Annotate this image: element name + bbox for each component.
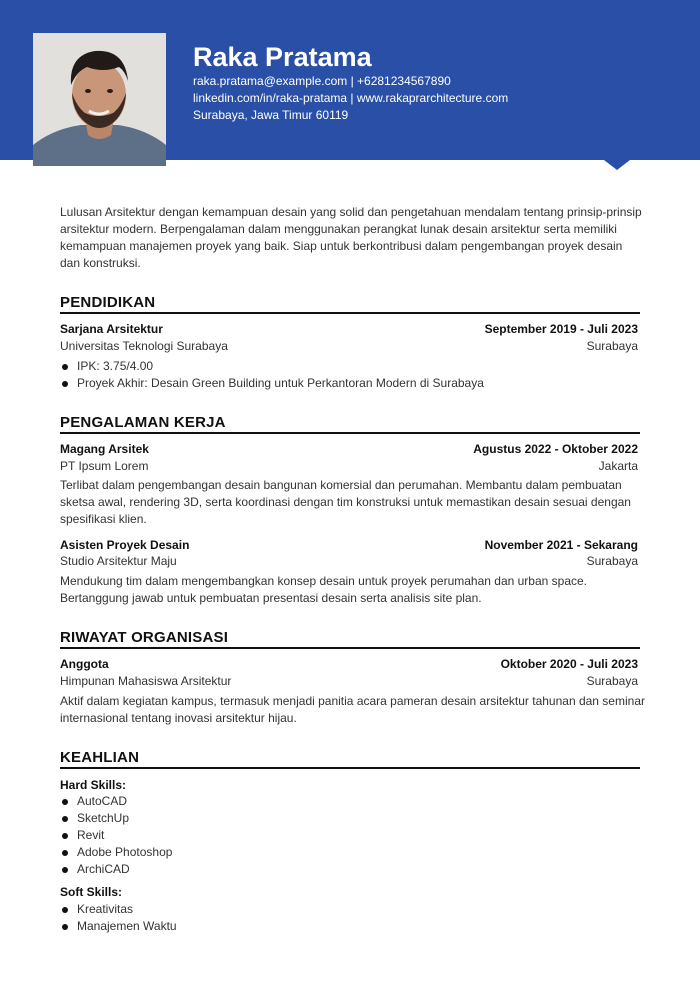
list-item bbox=[62, 844, 172, 861]
section-title-organization: RIWAYAT ORGANISASI bbox=[60, 629, 229, 646]
organization-description: Aktif dalam kegiatan kampus, termasuk menjadi panitia acara pameran desain arsitektur tahunan dan seminar internasional tentang inovasi arsitektur hijau. bbox=[60, 694, 645, 725]
list-item bbox=[62, 861, 172, 878]
candidate-name: Raka Pratama bbox=[193, 42, 372, 72]
contact-links: linkedin.com/in/raka-pratama | www.rakaprarchitecture.com bbox=[193, 91, 509, 105]
skill-name: Adobe Photoshop bbox=[77, 845, 173, 859]
job-description: Terlibat dalam pengembangan desain bangunan komersial dan perumahan. Membantu dalam pembuatan sketsa awal, rendering 3D, serta koordinasi dengan tim konstruksi untuk memastikan desain sesuai dengan spesifikasi klien. bbox=[60, 478, 631, 526]
contact-location: Surabaya, Jawa Timur 60119 bbox=[193, 108, 349, 122]
education-header-row bbox=[60, 322, 638, 336]
education-dates: September 2019 - Juli 2023 bbox=[484, 322, 638, 336]
bullet-icon bbox=[62, 907, 68, 913]
bullet-icon bbox=[62, 364, 68, 370]
education-school-row bbox=[60, 339, 638, 353]
job-city: Surabaya bbox=[586, 554, 638, 568]
hard-skills-label: Hard Skills: bbox=[60, 778, 127, 792]
bullet-icon bbox=[62, 816, 68, 822]
organization-name-row bbox=[60, 674, 638, 688]
list-item bbox=[62, 901, 177, 918]
section-title-experience: PENGALAMAN KERJA bbox=[60, 414, 226, 431]
list-item-text: IPK: 3.75/4.00 bbox=[77, 359, 154, 373]
bullet-icon bbox=[62, 381, 68, 387]
header-pointer-decoration bbox=[604, 160, 630, 170]
soft-skills-label: Soft Skills: bbox=[60, 885, 123, 899]
skill-name: ArchiCAD bbox=[77, 862, 130, 876]
job-company-row bbox=[60, 459, 638, 473]
section-divider bbox=[60, 767, 640, 769]
job-description: Mendukung tim dalam mengembangkan konsep desain untuk proyek perumahan dan urban space. Bertanggung jawab untuk pembuatan presentasi desain serta analisis site plan. bbox=[60, 574, 588, 605]
skill-name: AutoCAD bbox=[77, 794, 128, 808]
job-company: PT Ipsum Lorem bbox=[60, 459, 149, 473]
organization-role: Anggota bbox=[60, 657, 109, 671]
job-header-row bbox=[60, 442, 638, 456]
bullet-icon bbox=[62, 850, 68, 856]
bullet-icon bbox=[62, 833, 68, 839]
header-corner-decoration bbox=[0, 33, 34, 61]
organization-header-row bbox=[60, 657, 638, 671]
section-title-education: PENDIDIKAN bbox=[60, 294, 156, 311]
list-item bbox=[62, 827, 172, 844]
list-item bbox=[62, 793, 172, 810]
degree: Sarjana Arsitektur bbox=[60, 322, 163, 336]
job-role: Asisten Proyek Desain bbox=[60, 538, 190, 552]
skill-name: Kreativitas bbox=[77, 902, 134, 916]
job-role: Magang Arsitek bbox=[60, 442, 149, 456]
organization-dates: Oktober 2020 - Juli 2023 bbox=[500, 657, 638, 671]
organization-name: Himpunan Mahasiswa Arsitektur bbox=[60, 674, 232, 688]
list-item bbox=[62, 375, 484, 392]
job-city: Jakarta bbox=[598, 459, 638, 473]
profile-photo bbox=[33, 33, 166, 166]
section-title-skills: KEAHLIAN bbox=[60, 749, 140, 766]
hard-skills-list bbox=[62, 793, 172, 878]
list-item bbox=[62, 358, 484, 375]
section-divider bbox=[60, 312, 640, 314]
bullet-icon bbox=[62, 924, 68, 930]
bullet-icon bbox=[62, 799, 68, 805]
section-divider bbox=[60, 647, 640, 649]
job-company: Studio Arsitektur Maju bbox=[60, 554, 177, 568]
skill-name: Revit bbox=[77, 828, 105, 842]
organization-city: Surabaya bbox=[586, 674, 638, 688]
list-item bbox=[62, 810, 172, 827]
job-dates: Agustus 2022 - Oktober 2022 bbox=[473, 442, 638, 456]
job-header-row bbox=[60, 538, 638, 552]
list-item-text: Proyek Akhir: Desain Green Building untuk Perkantoran Modern di Surabaya bbox=[77, 376, 484, 390]
job-company-row bbox=[60, 554, 638, 568]
bullet-icon bbox=[62, 867, 68, 873]
school-city: Surabaya bbox=[586, 339, 638, 353]
education-details-list bbox=[62, 358, 484, 392]
profile-summary: Lulusan Arsitektur dengan kemampuan desain yang solid dan pengetahuan mendalam tentang prinsip-prinsip arsitektur modern. Berpengalaman dalam menggunakan perangkat lunak desain arsitektur serta memiliki kemampuan manajemen proyek yang baik. Siap untuk berkontribusi dalam pengembangan proyek desain dan konstruksi. bbox=[60, 205, 642, 270]
soft-skills-list bbox=[62, 901, 177, 935]
contact-email-phone: raka.pratama@example.com | +6281234567890 bbox=[193, 74, 451, 88]
job-dates: November 2021 - Sekarang bbox=[484, 538, 638, 552]
list-item bbox=[62, 918, 177, 935]
skill-name: SketchUp bbox=[77, 811, 130, 825]
school-name: Universitas Teknologi Surabaya bbox=[60, 339, 228, 353]
skill-name: Manajemen Waktu bbox=[77, 919, 177, 933]
section-divider bbox=[60, 432, 640, 434]
